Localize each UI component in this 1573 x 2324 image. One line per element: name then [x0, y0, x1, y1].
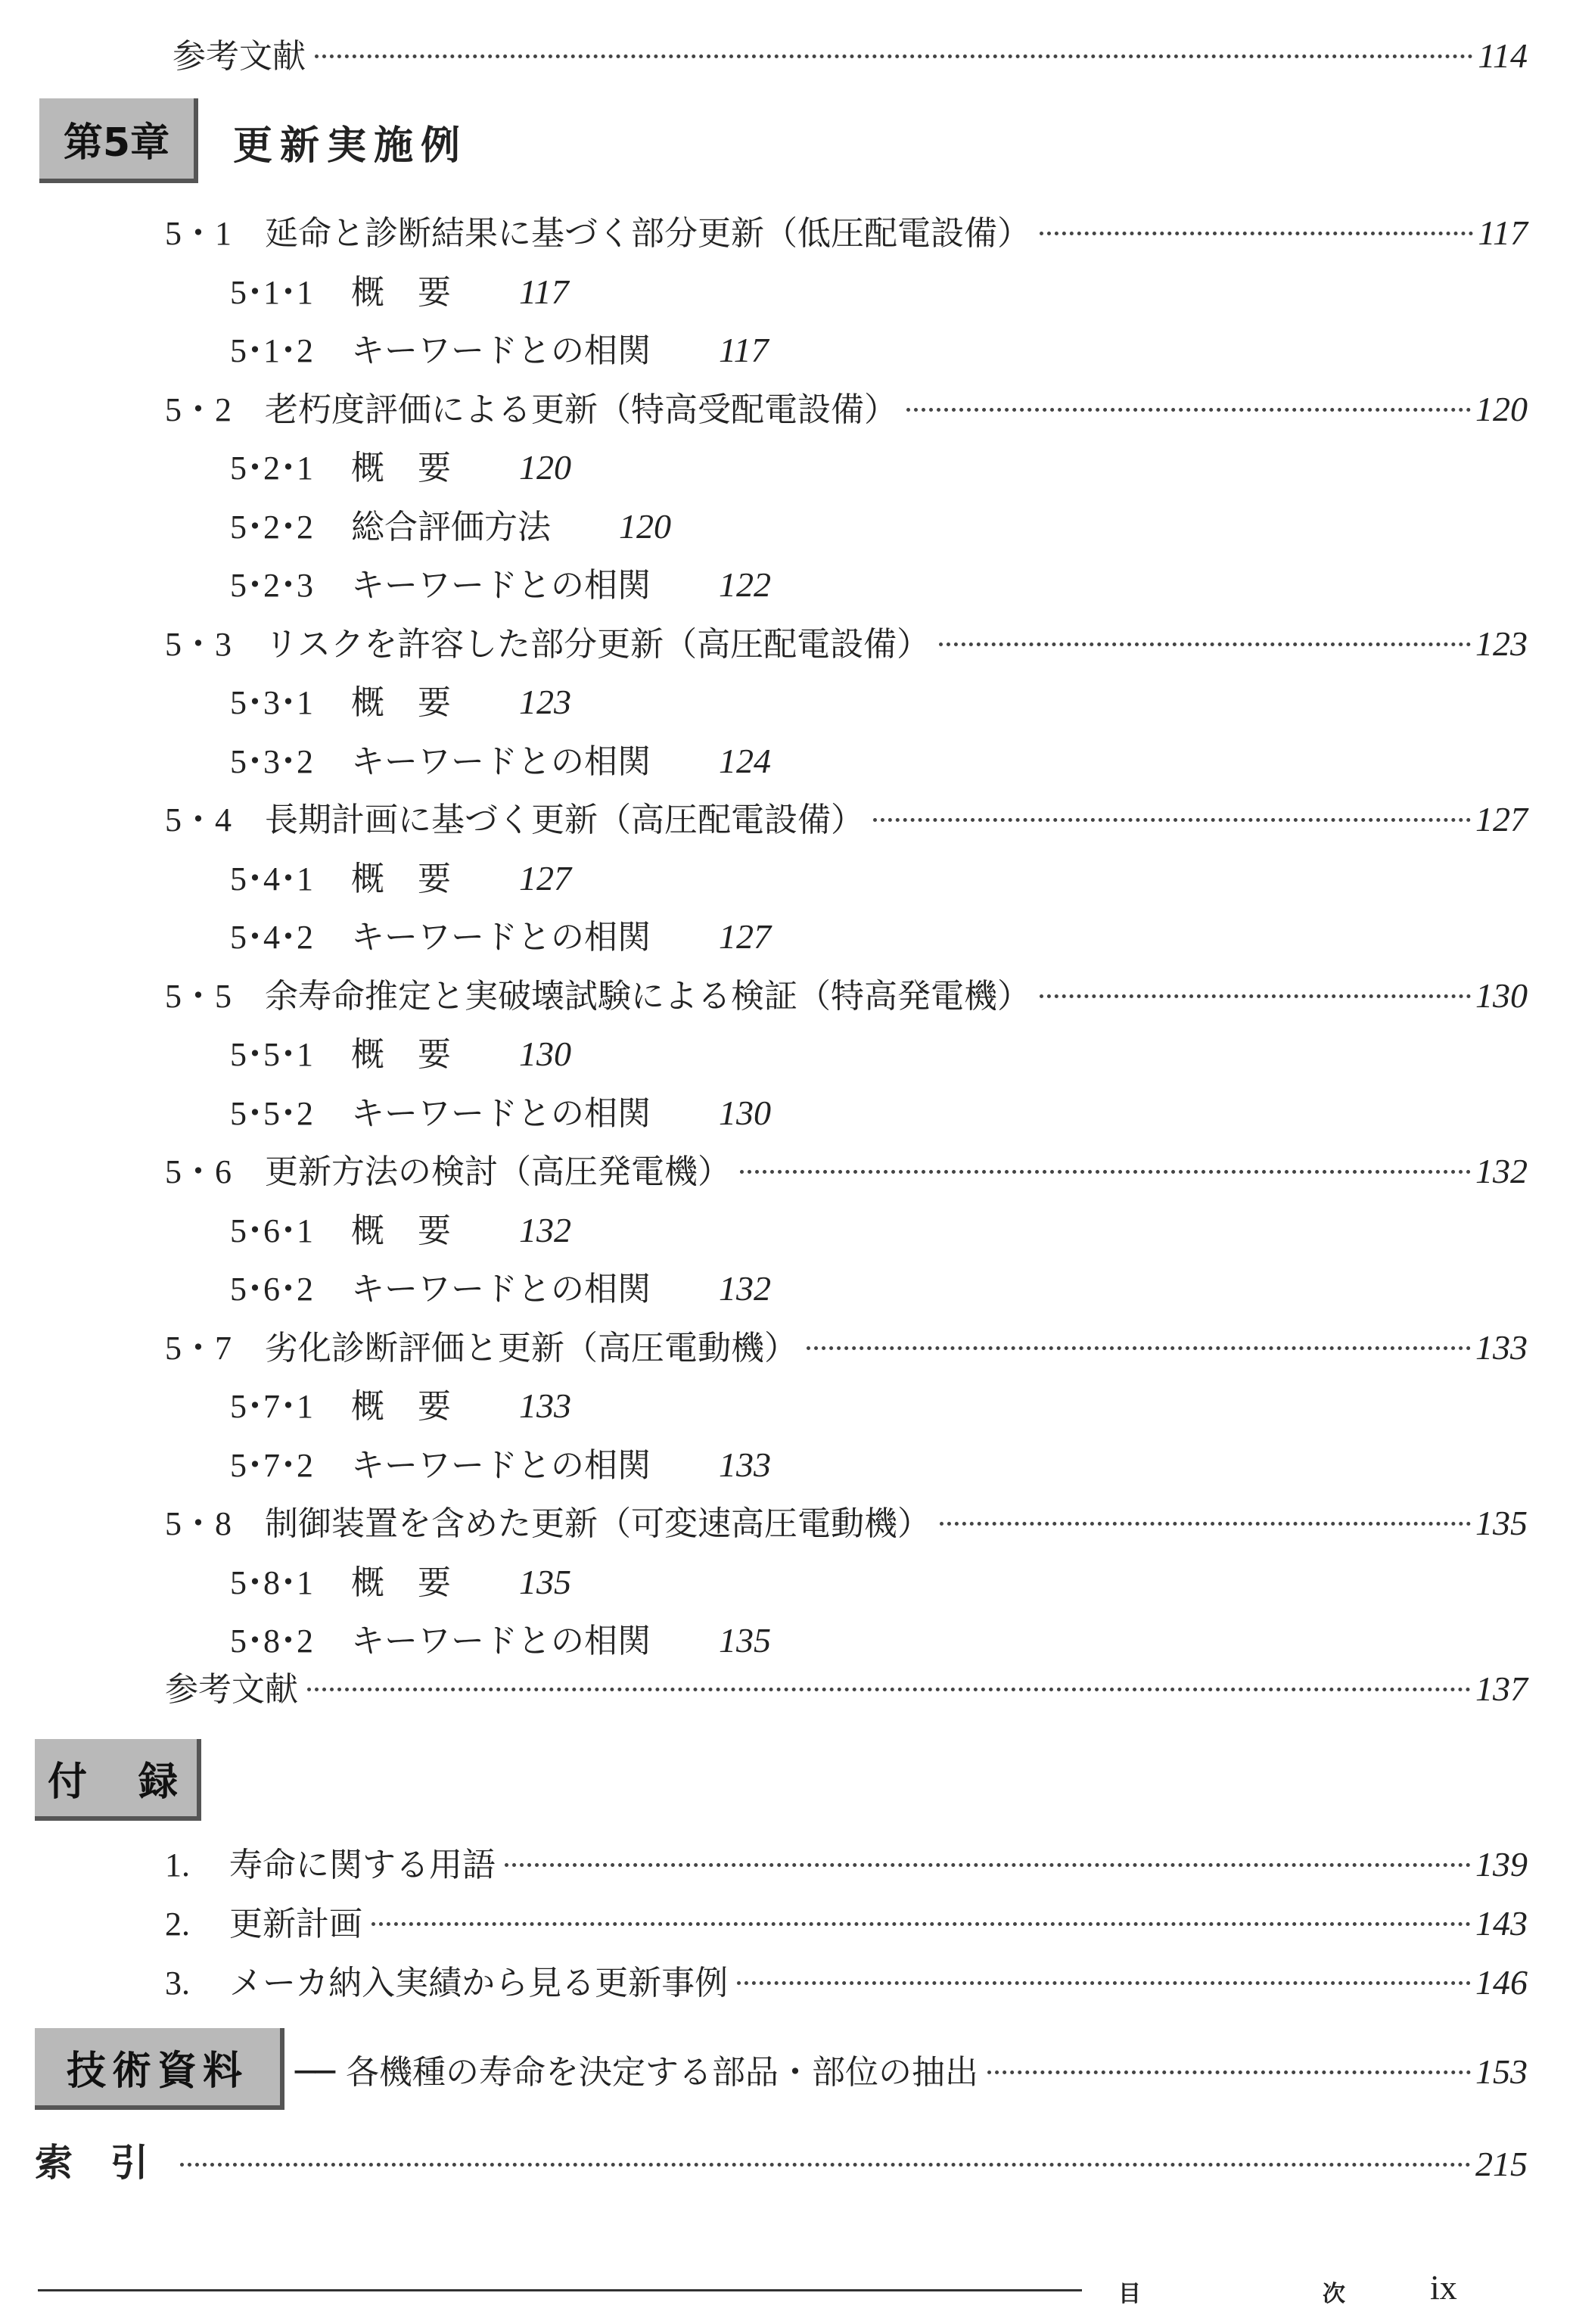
toc-subsection[interactable]	[230, 1438, 771, 1486]
entry-page: 215	[1475, 2145, 1528, 2183]
dot-leader	[740, 1170, 1471, 1174]
section-number: 5・3	[165, 625, 232, 663]
page-number: ix	[1430, 2268, 1457, 2307]
toc-subsection[interactable]	[230, 851, 571, 900]
appendix-page: 143	[1475, 1904, 1528, 1943]
subsection-title: 概 要	[351, 1563, 451, 1602]
toc-subsection[interactable]	[230, 1262, 771, 1310]
entry-page: 153	[1475, 2052, 1528, 2091]
subsection-page: 133	[719, 1445, 771, 1484]
toc-section-5[interactable]	[165, 969, 1528, 1017]
subsection-page: 135	[519, 1562, 571, 1601]
subsection-title: 総合評価方法	[351, 507, 551, 546]
subsection-page: 122	[719, 565, 771, 604]
toc-appendix-item-2[interactable]	[165, 1896, 1528, 1945]
subsection-title: キーワードとの相関	[351, 1622, 651, 1660]
dot-leader	[939, 642, 1471, 646]
entry-page: 114	[1478, 36, 1528, 75]
chapter-badge	[39, 98, 198, 183]
section-number: 5・4	[165, 801, 232, 838]
dot-leader	[906, 408, 1471, 412]
subsection-page: 133	[519, 1386, 571, 1425]
subsection-title: キーワードとの相関	[351, 742, 651, 781]
section-page: 132	[1475, 1152, 1528, 1190]
subsection-number: 5･7･2	[230, 1446, 313, 1484]
toc-subsection[interactable]	[230, 675, 571, 723]
section-page: 127	[1475, 800, 1528, 838]
dot-leader	[737, 1981, 1471, 1985]
dot-leader	[505, 1863, 1471, 1867]
entry-title: 参考文献	[173, 37, 306, 76]
subsection-number: 5･8･2	[230, 1622, 313, 1660]
appendix-title: 寿命に関する用語	[229, 1846, 496, 1884]
subsection-number: 5･2･1	[230, 450, 313, 487]
toc-appendix-item-3[interactable]	[165, 1955, 1528, 2004]
section-title: 老朽度評価による更新（特高受配電設備）	[265, 390, 897, 429]
appendix-title: メーカ納入実績から見る更新事例	[229, 1964, 729, 2002]
subsection-number: 5･1･1	[230, 273, 313, 311]
toc-section-8[interactable]	[165, 1496, 1528, 1545]
toc-subsection[interactable]	[230, 910, 771, 958]
toc-subsection[interactable]	[230, 323, 769, 372]
section-page: 117	[1478, 213, 1528, 252]
chapter-badge-label: 第5章	[63, 120, 170, 166]
dot-leader	[180, 2163, 1471, 2167]
subsection-page: 117	[719, 331, 769, 369]
dot-leader	[873, 818, 1471, 822]
toc-section-7[interactable]	[165, 1321, 1528, 1369]
toc-section-3[interactable]	[165, 617, 1528, 665]
dot-leader	[315, 54, 1473, 58]
section-title: 延命と診断結果に基づく部分更新（低圧配電設備）	[265, 214, 1031, 253]
dot-leader	[371, 1922, 1471, 1926]
subsection-number: 5･1･2	[230, 332, 313, 369]
subsection-number: 5･8･1	[230, 1563, 313, 1601]
subsection-title: 概 要	[351, 1211, 451, 1250]
chapter-title: 更新実施例	[233, 123, 468, 169]
subsection-page: 130	[519, 1034, 571, 1073]
section-title: 制御装置を含めた更新（可変速高圧電動機）	[265, 1504, 931, 1543]
toc-appendix-item-1[interactable]	[165, 1837, 1528, 1886]
subsection-page: 120	[519, 448, 571, 487]
toc-subsection[interactable]	[230, 440, 571, 489]
appendix-number: 3.	[165, 1965, 190, 2002]
subsection-page: 132	[719, 1269, 771, 1308]
dot-leader	[807, 1346, 1471, 1350]
subsection-title: キーワードとの相関	[351, 331, 651, 370]
toc-subsection[interactable]	[230, 1203, 571, 1252]
subsection-page: 127	[719, 917, 771, 956]
toc-subsection[interactable]	[230, 734, 771, 782]
toc-subsection[interactable]	[230, 499, 671, 548]
appendix-number: 2.	[165, 1906, 190, 1943]
toc-subsection[interactable]	[230, 1027, 571, 1075]
section-page: 130	[1475, 975, 1528, 1015]
section-page: 123	[1475, 624, 1528, 663]
footer-label-ji: 次	[1323, 2281, 1345, 2307]
tech-badge	[35, 2028, 284, 2110]
appendix-title: 更新計画	[229, 1905, 362, 1943]
section-number: 5・6	[165, 1153, 232, 1190]
toc-section-1[interactable]	[165, 206, 1528, 254]
section-title: 長期計画に基づく更新（高圧配電設備）	[265, 801, 864, 839]
subsection-title: 概 要	[351, 1387, 451, 1426]
subsection-page: 117	[519, 272, 569, 311]
tech-badge-label: 技術資料	[66, 2048, 248, 2094]
dot-leader	[307, 1688, 1471, 1691]
subsection-page: 123	[519, 683, 571, 721]
section-title: 余寿命推定と実破壊試験による検証（特高発電機）	[265, 976, 1031, 1016]
subsection-page: 135	[719, 1621, 771, 1660]
subsection-title: キーワードとの相関	[351, 1270, 651, 1308]
section-number: 5・2	[165, 390, 232, 428]
toc-subsection[interactable]	[230, 558, 771, 606]
toc-subsection[interactable]	[230, 1555, 571, 1604]
entry-page: 137	[1475, 1669, 1528, 1708]
subsection-title: 概 要	[351, 683, 451, 722]
subsection-number: 5･3･2	[230, 742, 313, 780]
section-page: 120	[1475, 389, 1528, 428]
entry-title: ── 各機種の寿命を決定する部品・部位の抽出	[295, 2053, 978, 2092]
appendix-badge-label: 付 録	[47, 1759, 184, 1805]
appendix-number: 1.	[165, 1846, 190, 1884]
appendix-page: 146	[1475, 1963, 1528, 2002]
subsection-title: 概 要	[351, 449, 451, 487]
appendix-page: 139	[1475, 1845, 1528, 1884]
dot-leader	[1040, 232, 1473, 235]
toc-entry-references-ch5[interactable]	[165, 1662, 1528, 1710]
toc-section-2[interactable]	[165, 382, 1528, 431]
section-number: 5・1	[165, 215, 232, 252]
dot-leader	[940, 1522, 1471, 1526]
subsection-number: 5･7･1	[230, 1388, 313, 1425]
index-label: 索 引	[35, 2141, 148, 2185]
section-number: 5・8	[165, 1505, 232, 1542]
section-page: 135	[1475, 1504, 1528, 1542]
section-number: 5・5	[165, 977, 232, 1015]
section-title: 劣化診断評価と更新（高圧電動機）	[265, 1328, 797, 1367]
subsection-number: 5･3･1	[230, 684, 313, 721]
entry-title: 参考文献	[165, 1670, 298, 1709]
section-title: 更新方法の検討（高圧発電機）	[265, 1153, 731, 1191]
toc-section-4[interactable]	[165, 792, 1528, 841]
subsection-title: キーワードとの相関	[351, 1445, 651, 1485]
toc-entry-tech[interactable]	[295, 2045, 1528, 2093]
toc-subsection[interactable]	[230, 265, 569, 313]
subsection-page: 127	[519, 858, 571, 898]
toc-subsection[interactable]	[230, 1379, 571, 1427]
subsection-number: 5･6･1	[230, 1212, 313, 1249]
subsection-number: 5･4･2	[230, 919, 313, 956]
subsection-number: 5･4･1	[230, 860, 313, 898]
toc-subsection[interactable]	[230, 1086, 771, 1134]
subsection-title: キーワードとの相関	[351, 1094, 651, 1133]
subsection-page: 124	[719, 741, 771, 780]
section-page: 133	[1475, 1327, 1528, 1367]
subsection-number: 5･5･2	[230, 1094, 313, 1132]
dot-leader	[987, 2070, 1471, 2074]
toc-section-6[interactable]	[165, 1144, 1528, 1193]
subsection-number: 5･2･2	[230, 508, 313, 546]
subsection-number: 5･6･2	[230, 1271, 313, 1308]
toc-entry-index[interactable]	[35, 2133, 1528, 2187]
subsection-number: 5･2･3	[230, 567, 313, 604]
appendix-badge	[35, 1739, 201, 1821]
footer-label-mo: 目	[1118, 2281, 1141, 2307]
subsection-title: キーワードとの相関	[351, 918, 651, 957]
toc-subsection[interactable]	[230, 1613, 771, 1662]
footer-rule	[38, 2289, 1082, 2291]
subsection-title: キーワードとの相関	[351, 566, 651, 605]
subsection-title: 概 要	[351, 859, 451, 898]
section-number: 5・7	[165, 1329, 232, 1367]
subsection-number: 5･5･1	[230, 1036, 313, 1073]
section-title: リスクを許容した部分更新（高圧配電設備）	[265, 624, 931, 664]
subsection-title: 概 要	[351, 1035, 451, 1074]
subsection-page: 132	[519, 1210, 571, 1249]
subsection-page: 120	[619, 506, 671, 546]
subsection-title: 概 要	[351, 272, 451, 312]
dot-leader	[1040, 994, 1471, 998]
toc-entry-references-ch4[interactable]	[173, 29, 1528, 77]
subsection-page: 130	[719, 1093, 771, 1132]
